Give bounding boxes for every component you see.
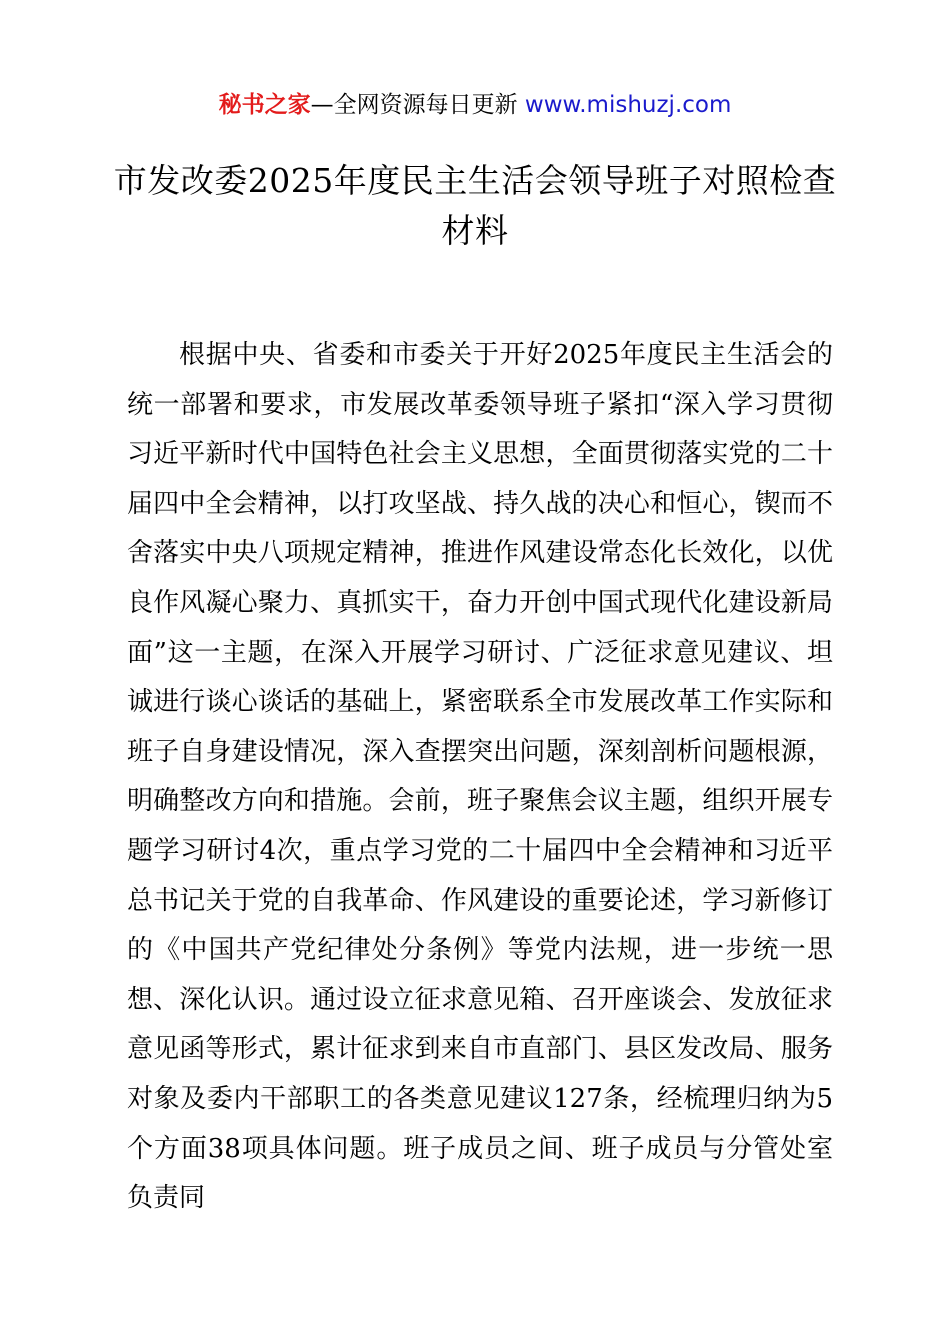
- document-body-paragraph: 根据中央、省委和市委关于开好2025年度民主生活会的统一部署和要求，市发展改革委领导班子紧扣“深入学习贯彻习近平新时代中国特色社会主义思想，全面贯彻落实党的二十届四中全会精神，以打攻坚战、持久战的决心和恒心，锲而不舍落实中央八项规定精神，推进作风建设常态化长效化，以优良作风凝心聚力、真抓实干，奋力开创中国式现代化建设新局面”这一主题，在深入开展学习研讨、广泛征求意见建议、坦诚进行谈心谈话的基础上，紧密联系全市发展改革工作实际和班子自身建设情况，深入查摆突出问题，深刻剖析问题根源，明确整改方向和措施。会前，班子聚焦会议主题，组织开展专题学习研讨4次，重点学习党的二十届四中全会精神和习近平总书记关于党的自我革命、作风建设的重要论述，学习新修订的《中国共产党纪律处分条例》等党内法规，进一步统一思想、深化认识。通过设立征求意见箱、召开座谈会、发放征求意见函等形式，累计征求到来自市直部门、县区发改局、服务对象及委内干部职工的各类意见建议127条，经梳理归纳为5个方面38项具体问题。班子成员之间、班子成员与分管处室负责同: [127, 340, 833, 1214]
- site-header: [0, 88, 950, 122]
- site-brand: 秘书之家: [218, 92, 311, 118]
- site-tagline: —全网资源每日更新: [310, 92, 525, 118]
- document-title: 市发改委2025年度民主生活会领导班子对照检查材料: [113, 161, 837, 250]
- site-url-link[interactable]: www.mishuzj.com: [524, 92, 732, 118]
